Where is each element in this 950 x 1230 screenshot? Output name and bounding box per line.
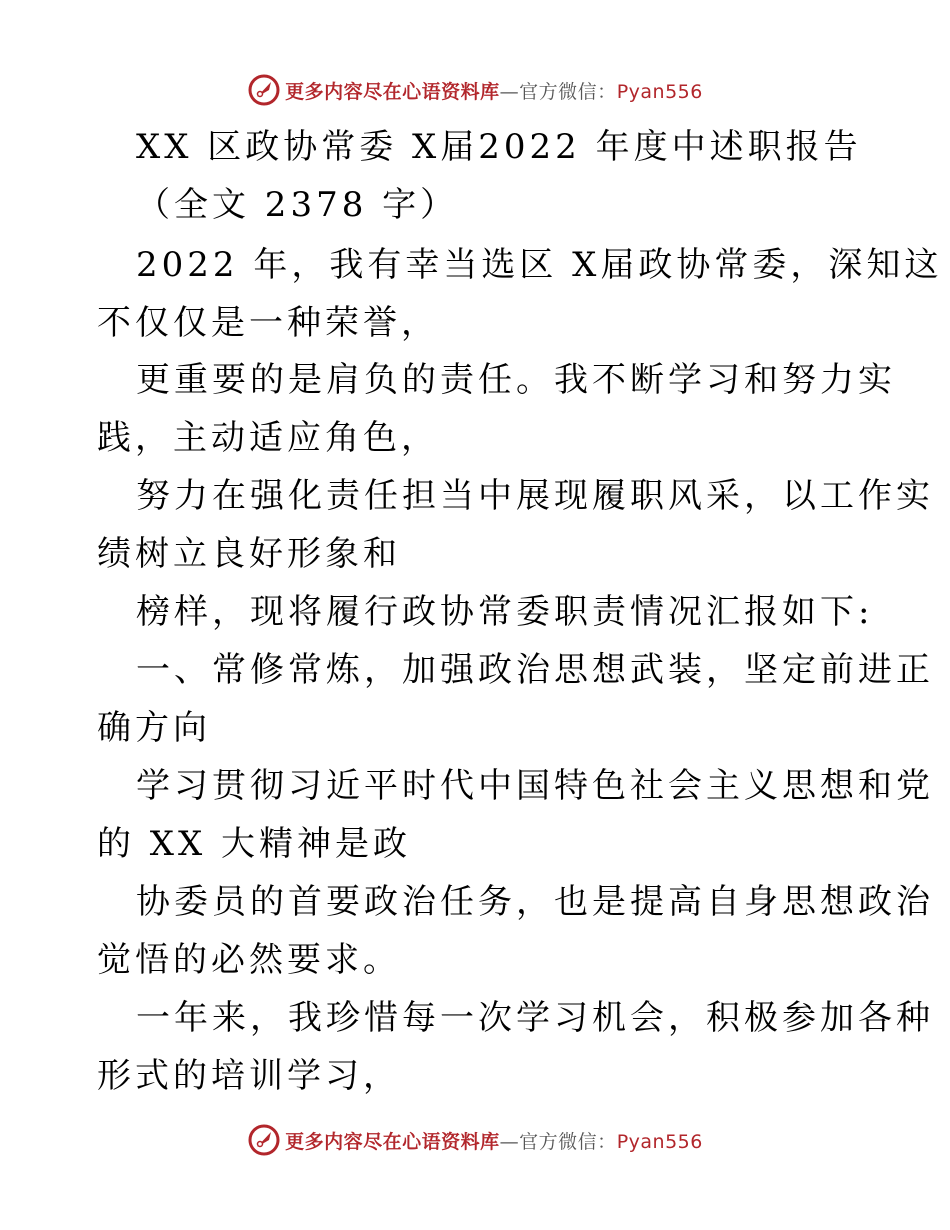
paragraph-line: 觉悟的必然要求。 (97, 940, 401, 980)
watermark-text: 更多内容尽在心语资料库—官方微信：Pyan556 (285, 80, 703, 103)
section-heading: 确方向 (97, 708, 211, 748)
paragraph-line: 2022 年，我有幸当选区 X届政协常委，深知这 (136, 245, 943, 285)
quill-logo-icon (247, 1123, 281, 1157)
quill-logo-icon (247, 73, 281, 107)
paragraph-line: 学习贯彻习近平时代中国特色社会主义思想和党 (136, 766, 934, 806)
paragraph-line: 一年来，我珍惜每一次学习机会，积极参加各种 (136, 998, 934, 1038)
paragraph-line: 形式的培训学习， (97, 1056, 401, 1096)
paragraph-line: 绩树立良好形象和 (97, 534, 401, 574)
paragraph-line: 协委员的首要政治任务，也是提高自身思想政治 (136, 882, 934, 922)
section-heading: 一、常修常炼，加强政治思想武装，坚定前进正 (136, 650, 934, 690)
paragraph-line: 更重要的是肩负的责任。我不断学习和努力实 (136, 360, 896, 400)
document-subtitle: （全文 2378 字） (136, 185, 459, 225)
paragraph-line: 榜样，现将履行政协常委职责情况汇报如下: (136, 592, 874, 632)
watermark-text: 更多内容尽在心语资料库—官方微信：Pyan556 (285, 1130, 703, 1153)
document-title: XX 区政协常委 X届2022 年度中述职报告 (136, 127, 862, 167)
paragraph-line: 努力在强化责任担当中展现履职风采，以工作实 (136, 476, 934, 516)
paragraph-line: 的 XX 大精神是政 (97, 824, 412, 864)
watermark-banner-top (0, 70, 950, 110)
paragraph-line: 不仅仅是一种荣誉， (97, 303, 439, 343)
watermark-banner-bottom (0, 1120, 950, 1160)
paragraph-line: 践，主动适应角色， (97, 418, 439, 458)
